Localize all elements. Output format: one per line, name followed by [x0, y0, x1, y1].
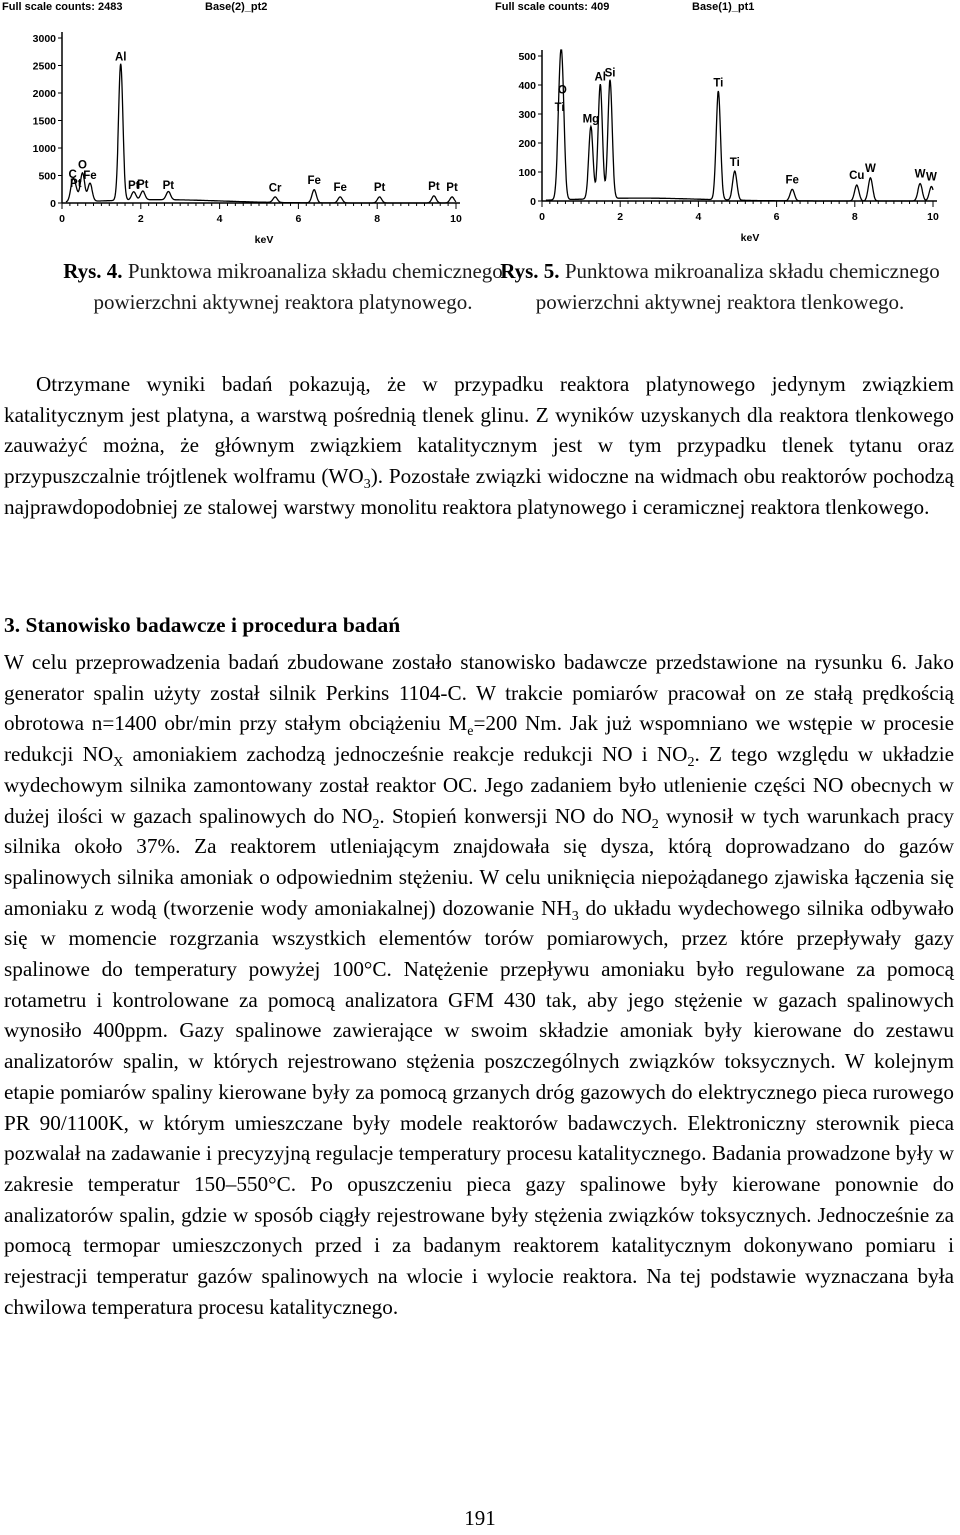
- para2-text-5: . Stopień konwersji NO do NO: [379, 803, 652, 828]
- peak-label: W: [926, 171, 937, 184]
- chart-header-left: Full scale counts: 409: [495, 1, 610, 13]
- peak-label: Fe: [333, 181, 347, 194]
- x-tick-label: 2: [617, 211, 624, 223]
- x-tick-label: 8: [851, 211, 858, 223]
- para2-sub-3: 2: [687, 755, 695, 771]
- x-tick-label: 0: [539, 211, 545, 223]
- x-tick-label: 8: [374, 213, 381, 225]
- peak-label: Fe: [785, 174, 799, 187]
- chart-header-right: Base(1)_pt1: [692, 1, 755, 13]
- spectrum-chart-1: [0, 0, 470, 250]
- chart-header-right: Base(2)_pt2: [205, 1, 268, 13]
- x-tick-label: 4: [216, 213, 223, 225]
- x-tick-label: 2: [137, 213, 144, 225]
- spectrum-svg-2: [480, 0, 960, 250]
- para2-sub-5: 2: [651, 816, 659, 832]
- body-paragraph-2: [4, 647, 954, 1322]
- peak-label: Fe: [83, 169, 97, 182]
- y-tick-label: 1000: [32, 143, 56, 155]
- peak-label: Pt: [373, 181, 386, 194]
- peak-label: Mg: [582, 113, 600, 126]
- para2-text-7: do układu wydechowego silnika odbywało się w momencie rozgrzania wszystkich elementów torów pomiarowych, przez które przepływały gazy spalinowe do temperatury powyżej 100°C. Natężenie przepływu amoniaku było regulowane za pomocą rotametru i kontrolowane za pomocą analizatora GFM 430 tak, aby jego stężenie w gazach spalinowych wynosiło 400ppm. Gazy spalinowe zawierające w swoim składzie amoniak były kierowane do zestawu analizatorów spalin, w których rejestrowano stężenia poszczególnych związków toksycznych. W kolejnym etapie pomiarów spaliny kierowane były za pomocą grzanych dróg gazowych do elektrycznego pieca rurowego PR 90/1100K, w którym umieszczane były modele reaktorów badawczych. Elektroniczny sterownik pieca pozwalał na zadawanie i precyzyjną regulacje temperatury procesu katalitycznego. Badania prowadzone były w zakresie temperatur 150–550°C. Po opuszczeniu pieca gazy spalinowe były kierowane ponownie do analizatorów spalin, gdzie w sposób ciągły rejestrowane były stężenia związków toksycznych. Jednocześnie za pomocą termopar umieszczonych przed i za badanym reaktorem katalitycznym dokonywano pomiaru i rejestracji temperatur gazów spalinowych na wlocie i wylocie reaktora. Na tej podstawie wyznaczana była chwilowa temperatura procesu katalitycznego.: [4, 895, 954, 1319]
- y-tick-label: 200: [518, 138, 536, 150]
- peak-label: Cr: [268, 182, 282, 195]
- x-axis-label: keV: [254, 234, 274, 246]
- peak-label: Al: [594, 71, 607, 84]
- section-heading: 3. Stanowisko badawcze i procedura badań: [4, 613, 401, 637]
- para2-text-2: =200 Nm. Jak już wspomniano we wstępie w procesie redukcji NO: [4, 711, 954, 767]
- figure-caption-4: [48, 256, 518, 318]
- page-number: 191: [464, 1506, 496, 1530]
- para2-text-6: wynosił w tych warunkach pracy silnika około 37%. Za reaktorem utleniającym znajdowała się dysza, którą doprowadzano do gazów spalinowych silnika amoniak o odpowiednim stężeniu. W celu uniknięcia niepożądanego zjawiska łączenia się amoniaku z wodą (tworzenie wody amoniakalnej) dozowanie NH: [4, 803, 954, 920]
- para2-sub-4: 2: [372, 816, 380, 832]
- x-tick-label: 6: [773, 211, 780, 223]
- figure-title: Punktowa mikroanaliza składu chemicznego powierzchni aktywnej reaktora platynowego.: [93, 259, 503, 314]
- y-tick-label: 100: [518, 167, 536, 179]
- y-tick-label: 3000: [32, 33, 56, 45]
- y-tick-label: 1500: [32, 115, 56, 128]
- peak-label: Pt: [70, 178, 82, 191]
- y-tick-label: 500: [518, 51, 536, 63]
- y-tick-label: 0: [530, 196, 536, 208]
- peak-label: Cu: [849, 170, 865, 183]
- para2-text-4: . Z tego względu w układzie wydechowym silnika zamontowany został reaktor OC. Jego zadaniem było utlenienie części NO obecnych w dużej ilości w gazach spalinowych do NO: [4, 742, 954, 828]
- peak-label: Pt: [446, 181, 458, 194]
- para1-sub: 3: [363, 477, 371, 493]
- peak-label: W: [865, 162, 876, 175]
- para2-sub-1: e: [467, 724, 474, 740]
- peak-label: O: [557, 84, 567, 97]
- y-tick-label: 2000: [32, 88, 56, 100]
- para1-text-b: ). Pozostałe związki widoczne na widmach obu reaktorów pochodzą najprawdopodobniej ze stalowej warstwy monolitu reaktora platynowego i ceramicznej reaktora tlenkowego.: [4, 464, 954, 519]
- x-tick-label: 4: [695, 211, 702, 223]
- spectrum-chart-2: [480, 0, 960, 250]
- para2-sub-2: X: [113, 755, 124, 771]
- peak-label: O: [78, 159, 87, 172]
- peak-label: W: [914, 168, 926, 181]
- peak-label: Pt: [127, 179, 140, 192]
- chart-header-left: Full scale counts: 2483: [2, 1, 123, 13]
- body-paragraph-1: [4, 369, 954, 523]
- y-tick-label: 2500: [32, 60, 56, 73]
- x-axis-label: keV: [740, 232, 760, 244]
- y-tick-label: 300: [518, 109, 536, 121]
- spectrum-line: [66, 64, 456, 203]
- para1-text-a: Otrzymane wyniki badań pokazują, że w przypadku reaktora platynowego jedynym związkiem katalitycznym jest platyna, a warstwą pośrednią tlenek glinu. Z wyników uzyskanych dla reaktora tlenkowego zauważyć można, że głównym związkiem katalitycznym jest w tym przypadku tlenek tytanu oraz przypuszczalnie trójtlenek wolframu (WO: [4, 372, 954, 489]
- peak-label: Ti: [729, 157, 740, 169]
- figure-label: Rys. 5.: [500, 259, 560, 283]
- x-tick-label: 10: [450, 213, 462, 225]
- spectrum-svg-1: [0, 0, 470, 250]
- y-tick-label: 0: [50, 198, 56, 210]
- para2-text-3: amoniakiem zachodzą jednocześnie reakcje redukcji NO i NO: [123, 742, 688, 767]
- para2-text-1: W celu przeprowadzenia badań zbudowane zostało stanowisko badawcze przedstawione na rysunku 6. Jako generator spalin użyty został silnik Perkins 1104-C. W trakcie pomiarów pracował on ze stałą prędkością obrotowa n=1400 obr/min przy stałym obciążeniu M: [4, 650, 954, 736]
- y-tick-label: 500: [38, 170, 56, 183]
- figure-caption-5: [500, 256, 940, 318]
- peak-label: Ti: [554, 101, 565, 114]
- peak-label: Pt: [428, 180, 440, 193]
- x-tick-label: 0: [59, 213, 65, 225]
- x-tick-label: 6: [295, 213, 302, 225]
- peak-label: Si: [604, 67, 616, 80]
- x-tick-label: 10: [927, 211, 939, 223]
- y-tick-label: 400: [518, 80, 536, 92]
- figure-label: Rys. 4.: [63, 259, 123, 283]
- peak-label: Fe: [307, 174, 321, 187]
- peak-label: Al: [114, 51, 127, 64]
- peak-label: Pt: [162, 179, 175, 192]
- peak-label: C: [68, 168, 77, 181]
- peak-label: Pt: [137, 179, 149, 192]
- para2-sub-6: 3: [571, 908, 579, 924]
- peak-label: Ti: [713, 77, 724, 90]
- figure-title: Punktowa mikroanaliza składu chemicznego powierzchni aktywnej reaktora tlenkowego.: [535, 259, 940, 314]
